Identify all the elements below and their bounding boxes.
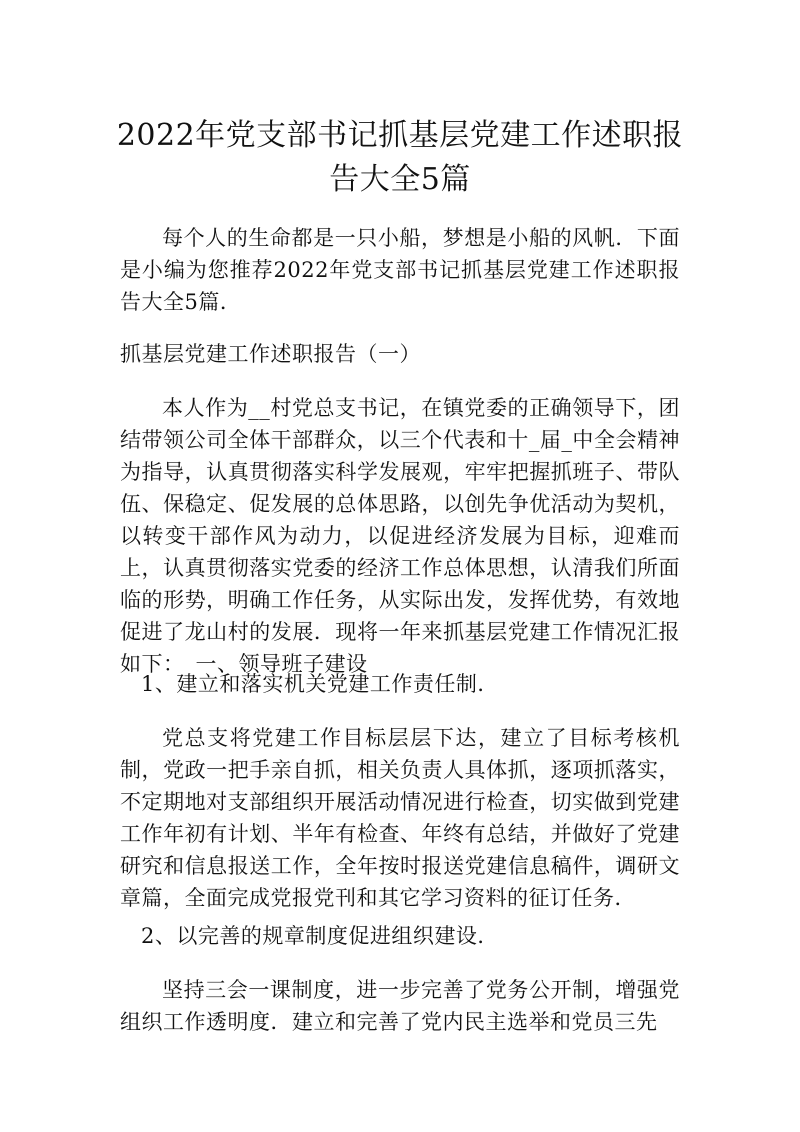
section-heading: 抓基层党建工作述职报告（一） [120,342,421,366]
body-paragraph-2: 党总支将党建工作目标层层下达，建立了目标考核机制，党政一把手亲自抓，相关负责人具体抓，逐项抓落实，不定期地对支部组织开展活动情况进行检查，切实做到党建工作年初有计划、半年有检查、年终有总结，并做好了党建研究和信息报送工作，全年按时报送党建信息稿件，调研文章篇，全面完成党报党刊和其它学习资料的征订任务． [120,726,680,910]
numbered-item-2: 2、以完善的规章制度促进组织建设． [141,924,499,948]
body-paragraph-3: 坚持三会一课制度，进一步完善了党务公开制，增强党组织工作透明度．建立和完善了党内民主选举和党员三先 [120,978,680,1034]
intro-paragraph: 每个人的生命都是一只小船，梦想是小船的风帆．下面是小编为您推荐2022年党支部书记抓基层党建工作述职报告大全5篇． [120,226,680,314]
document-title: 2022年党支部书记抓基层党建工作述职报告大全5篇 [116,118,684,197]
body-paragraph-1: 本人作为__村党总支书记，在镇党委的正确领导下，团结带领公司全体干部群众，以三个代表和十_届_中全会精神为指导，认真贯彻落实科学发展观，牢牢把握抓班子、带队伍、保稳定、促发展的总体思路，以创先争优活动为契机，以转变干部作风为动力，以促进经济发展为目标，迎难而上，认真贯彻落实党委的经济工作总体思想，认清我们所面临的形势，明确工作任务，从实际出发，发挥优势，有效地促进了龙山村的发展．现将一年来抓基层党建工作情况汇报如下： 一、领导班子建设 [120,396,680,676]
numbered-item-1: 1、建立和落实机关党建工作责任制． [141,672,499,696]
